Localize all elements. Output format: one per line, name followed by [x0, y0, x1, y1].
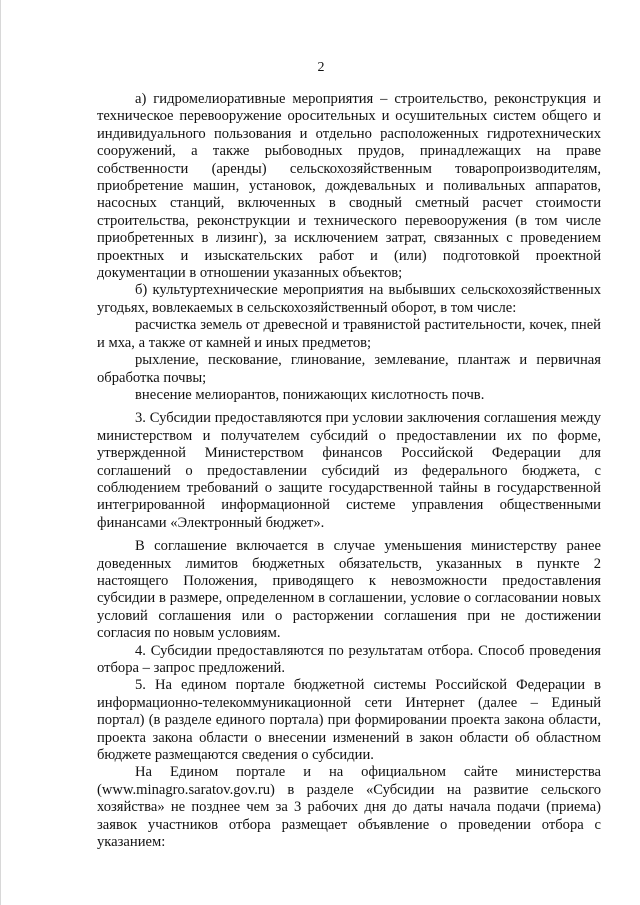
paragraph-item-5: 5. На едином портале бюджетной системы Российской Федерации в информационно-телекоммуникационной сети Интернет (далее – Единый портал) (в разделе единого портала) при формировании проекта закона области, проекта закона области о внесении изменений в закон области об областном бюджете размещаются сведения о субсидии.: [97, 677, 601, 764]
paragraph-hydro-measures: а) гидромелиоративные мероприятия – строительство, реконструкция и техническое перевооружение оросительных и осушительных систем общего и индивидуального пользования и отдельно расположенных гидротехнических сооружений, а также рыбоводных прудов, принадлежащих на праве собственности (аренды) сельскохозяйственным товаропроизводителям, приобретение машин, установок, дождевальных и поливальных аппаратов, насосных станций, включенных в сводный сметный расчет стоимости строительства, реконструкции и технического перевооружения (в том числе приобретенных в лизинг), за исключением затрат, связанных с проведением проектных и изыскательских работ и (или) подготовкой проектной документации в отношении указанных объектов;: [97, 91, 601, 282]
paragraph-ameliorants: внесение мелиорантов, понижающих кислотность почв.: [135, 386, 485, 403]
paragraph-announcement: На Едином портале и на официальном сайте министерства (www.minagro.saratov.gov.ru) в разделе «Субсидии на развитие сельского хозяйства» не позднее чем за 3 рабочих дня до даты начала подачи (приема) заявок участников отбора размещает объявление о проведении отбора с указанием:: [97, 764, 601, 851]
paragraph-item-3: 3. Субсидии предоставляются при условии заключения соглашения между министерством и получателем субсидий о предоставлении их по форме, утвержденной Министерством финансов Российской Федерации для соглашений о предоставлении субсидий из федерального бюджета, с соблюдением требований о защите государственной тайны в государственной интегрированной информационной системе управления общественными финансами «Электронный бюджет».: [97, 410, 601, 531]
paragraph-culturtech-measures: б) культуртехнические мероприятия на выбывших сельскохозяйственных угодьях, вовлекаемых в сельскохозяйственный оборот, в том числе:: [97, 282, 601, 316]
paragraph-soil-treatment: рыхление, пескование, глинование, землевание, плантаж и первичная обработка почвы;: [97, 352, 601, 386]
paragraph-agreement-conditions: В соглашение включается в случае уменьшения министерству ранее доведенных лимитов бюджетных обязательств, указанных в пункте 2 настоящего Положения, приводящего к невозможности предоставления субсидии в размере, определенном в соглашении, условие о согласовании новых условий соглашения или о расторжении соглашения при не достижении согласия по новым условиям.: [97, 538, 601, 642]
paragraph-land-clearing: расчистка земель от древесной и травянистой растительности, кочек, пней и мха, а также от камней и иных предметов;: [97, 317, 601, 351]
page-number: 2: [317, 60, 325, 75]
document-body: [97, 91, 601, 851]
paragraph-item-4: 4. Субсидии предоставляются по результатам отбора. Способ проведения отбора – запрос предложений.: [97, 642, 601, 676]
